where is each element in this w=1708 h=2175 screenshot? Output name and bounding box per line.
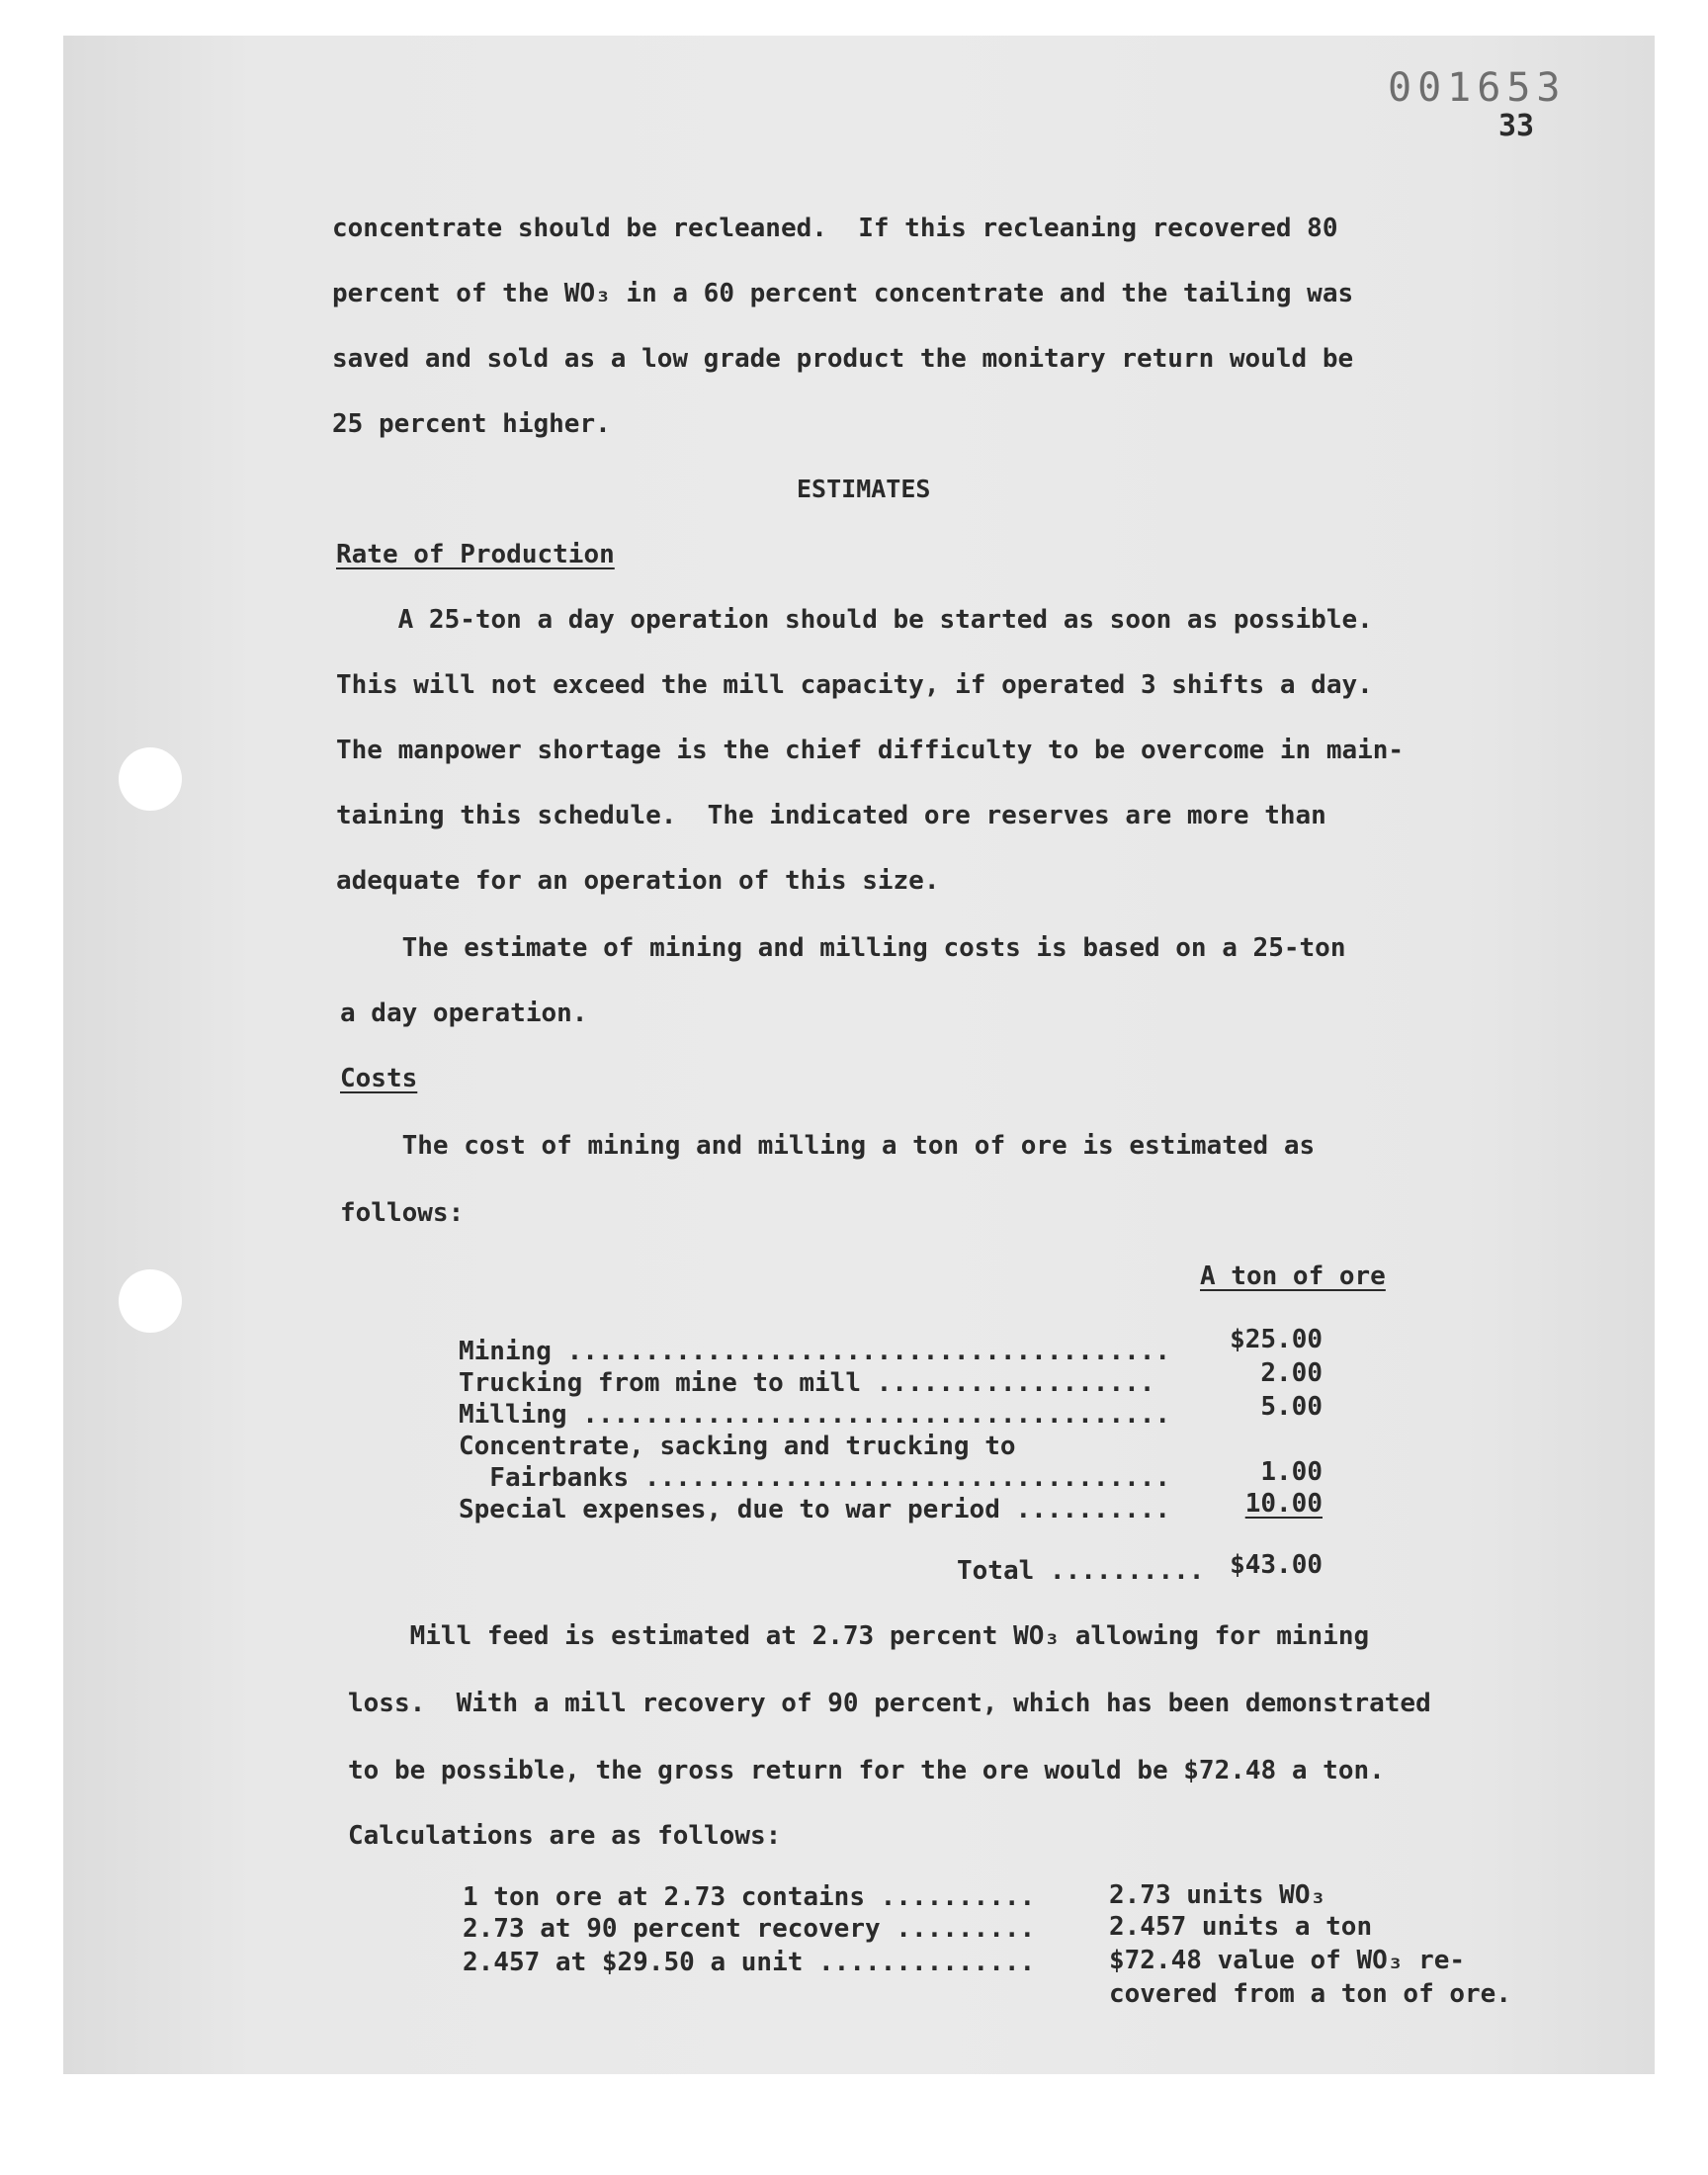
para3-line: The estimate of mining and milling costs is based on a 25-ton — [340, 933, 1346, 963]
rate-of-production-heading: Rate of Production — [336, 540, 615, 569]
calc-right: $72.48 value of WO₃ re- — [1109, 1946, 1466, 1975]
para2-line: The manpower shortage is the chief difficulty to be overcome in main- — [336, 736, 1405, 765]
punch-hole — [119, 747, 182, 811]
para2-line: A 25-ton a day operation should be started as soon as possible. — [336, 605, 1373, 635]
document-stamp-number: 001653 — [1388, 65, 1567, 111]
cost-item-label: Concentrate, sacking and trucking to — [459, 1432, 1016, 1461]
para4-line: The cost of mining and milling a ton of ore is estimated as — [340, 1131, 1316, 1161]
para5-line: loss. With a mill recovery of 90 percent, which has been demonstrated — [348, 1689, 1431, 1718]
calc-left: 2.457 at $29.50 a unit .............. — [463, 1948, 1036, 1977]
para5-line: to be possible, the gross return for the ore would be $72.48 a ton. — [348, 1756, 1385, 1785]
para1-line: percent of the WO₃ in a 60 percent concentrate and the tailing was — [332, 279, 1354, 308]
para4-line: follows: — [340, 1198, 465, 1228]
estimates-heading: ESTIMATES — [797, 475, 931, 503]
para2-line: adequate for an operation of this size. — [336, 866, 940, 896]
para1-line: concentrate should be recleaned. If this recleaning recovered 80 — [332, 214, 1338, 243]
calc-left: 2.73 at 90 percent recovery ......... — [463, 1914, 1036, 1944]
para3-line: a day operation. — [340, 999, 588, 1028]
cost-item-value: 10.00 — [1244, 1489, 1323, 1519]
calc-right: 2.457 units a ton — [1109, 1912, 1373, 1942]
cost-item-value: $25.00 — [1230, 1325, 1323, 1354]
calc-right: covered from a ton of ore. — [1109, 1979, 1511, 2009]
cost-item-value: 5.00 — [1260, 1392, 1323, 1422]
cost-item-value: 1.00 — [1260, 1457, 1323, 1487]
para1-line: 25 percent higher. — [332, 409, 611, 439]
para2-line: taining this schedule. The indicated ore reserves are more than — [336, 801, 1326, 830]
cost-item-label: Milling ...................................... — [459, 1400, 1171, 1430]
cost-item-label: Fairbanks .................................. — [459, 1463, 1171, 1493]
para1-line: saved and sold as a low grade product the monitary return would be — [332, 344, 1354, 374]
calc-left: 1 ton ore at 2.73 contains .......... — [463, 1882, 1036, 1912]
document-page — [63, 36, 1655, 2074]
punch-hole — [119, 1269, 182, 1333]
cost-item-label: Trucking from mine to mill .................. — [459, 1368, 1155, 1398]
cost-column-header: A ton of ore — [1200, 1262, 1386, 1291]
cost-item-value: 2.00 — [1260, 1358, 1323, 1388]
cost-item-label: Mining ....................................... — [459, 1337, 1171, 1366]
para5-line: Mill feed is estimated at 2.73 percent WO₃ allowing for mining — [348, 1621, 1370, 1651]
total-value: $43.00 — [1230, 1550, 1323, 1580]
cost-item-label: Special expenses, due to war period .......... — [459, 1495, 1171, 1524]
para5-line: Calculations are as follows: — [348, 1821, 782, 1851]
calc-right: 2.73 units WO₃ — [1109, 1880, 1326, 1910]
page-number: 33 — [1498, 109, 1535, 143]
total-label: Total .......... — [957, 1556, 1205, 1586]
costs-heading: Costs — [340, 1064, 418, 1093]
para2-line: This will not exceed the mill capacity, if operated 3 shifts a day. — [336, 670, 1373, 700]
